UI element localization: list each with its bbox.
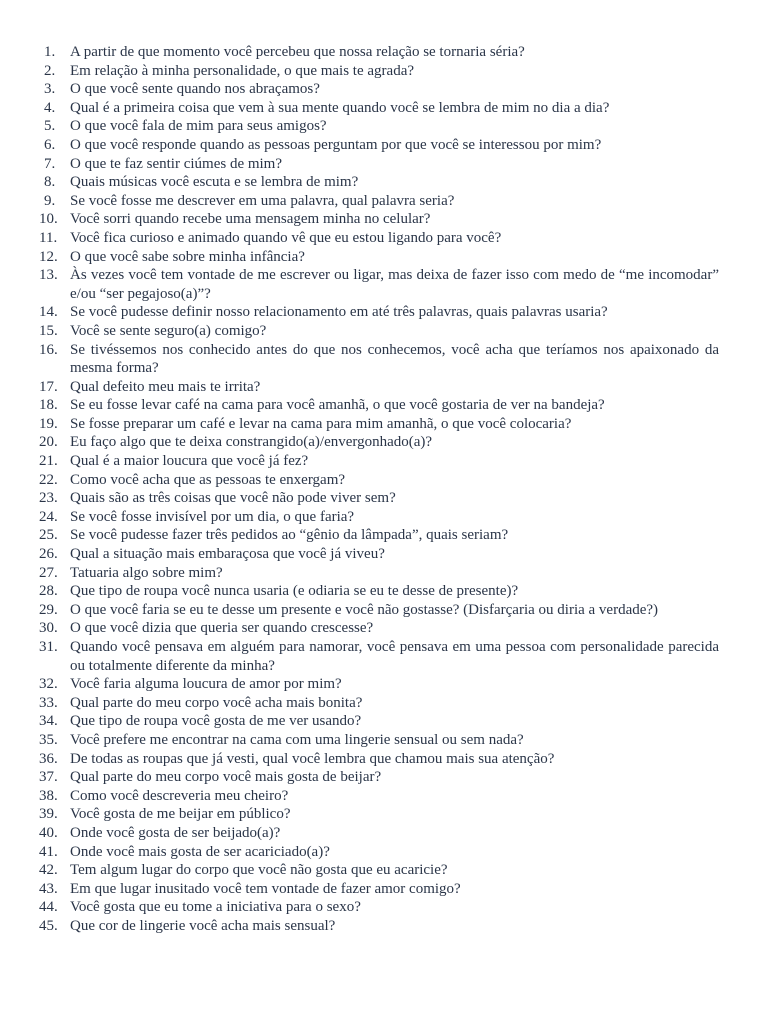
question-text: O que você responde quando as pessoas perguntam por que você se interessou por mim? — [70, 136, 602, 153]
question-item — [44, 117, 719, 136]
question-text: Que tipo de roupa você gosta de me ver usando? — [70, 713, 362, 730]
question-item — [39, 526, 719, 545]
question-item — [44, 43, 719, 62]
question-number: 33. — [39, 694, 58, 711]
question-item — [39, 601, 719, 620]
question-item — [44, 192, 719, 211]
question-item — [39, 210, 719, 229]
question-text: Onde você gosta de ser beijado(a)? — [70, 824, 281, 841]
question-text: Se fosse preparar um café e levar na cama para mim amanhã, o que você colocaria? — [70, 415, 572, 432]
question-item — [39, 861, 719, 880]
question-text: Você gosta que eu tome a iniciativa para o sexo? — [70, 899, 361, 916]
question-text: O que você dizia que queria ser quando crescesse? — [70, 620, 374, 637]
question-item — [39, 229, 719, 248]
question-number: 4. — [44, 99, 56, 116]
question-number: 27. — [39, 564, 58, 581]
question-item — [44, 173, 719, 192]
question-number: 39. — [39, 806, 58, 823]
question-item — [39, 712, 719, 731]
question-item — [39, 508, 719, 527]
question-number: 1. — [44, 44, 56, 60]
question-text: O que você sabe sobre minha infância? — [70, 248, 305, 265]
question-item — [39, 898, 719, 917]
question-item — [39, 675, 719, 694]
question-item — [39, 917, 719, 936]
question-number: 41. — [39, 843, 58, 860]
question-item — [44, 99, 719, 118]
question-number: 17. — [39, 378, 58, 395]
question-number: 29. — [39, 601, 58, 618]
question-text: Em que lugar inusitado você tem vontade de fazer amor comigo? — [70, 880, 461, 897]
question-item — [39, 452, 719, 471]
question-item — [39, 694, 719, 713]
question-list — [0, 43, 768, 936]
question-number: 14. — [39, 304, 58, 321]
question-item — [44, 155, 719, 174]
question-text: O que você faria se eu te desse um presente e você não gostasse? (Disfarçaria ou diria a verdade?) — [70, 601, 659, 618]
question-number: 2. — [44, 62, 56, 79]
question-number: 24. — [39, 508, 58, 525]
question-number: 28. — [39, 583, 58, 600]
question-text: Como você descreveria meu cheiro? — [70, 787, 289, 804]
question-number: 16. — [39, 341, 58, 358]
question-number: 9. — [44, 192, 56, 209]
question-item — [39, 731, 719, 750]
question-text: Qual parte do meu corpo você mais gosta de beijar? — [70, 769, 382, 786]
question-text: Tatuaria algo sobre mim? — [70, 564, 223, 581]
question-item — [39, 489, 719, 508]
question-number: 15. — [39, 322, 58, 339]
question-item — [39, 880, 719, 899]
question-text: Você sorri quando recebe uma mensagem minha no celular? — [70, 211, 431, 228]
question-text: Se você fosse invisível por um dia, o que faria? — [70, 508, 355, 525]
question-number: 3. — [44, 81, 56, 98]
question-number: 20. — [39, 434, 58, 451]
question-text: Eu faço algo que te deixa constrangido(a)/envergonhado(a)? — [70, 434, 433, 451]
question-number: 10. — [39, 211, 58, 228]
question-text: A partir de que momento você percebeu que nossa relação se tornaria séria? — [70, 44, 525, 60]
question-item — [39, 582, 719, 601]
question-item — [39, 638, 719, 675]
question-number: 40. — [39, 824, 58, 841]
question-item — [39, 303, 719, 322]
question-text: Qual é a primeira coisa que vem à sua mente quando você se lembra de mim no dia a dia? — [70, 99, 610, 116]
question-item — [39, 341, 719, 378]
question-number: 43. — [39, 880, 58, 897]
question-number: 26. — [39, 546, 58, 563]
question-text: O que você sente quando nos abraçamos? — [70, 81, 320, 98]
question-text: Às vezes você tem vontade de me escrever ou ligar, mas deixa de fazer isso com medo de “me incomodar” e/ou “ser pegajoso(a)”? — [70, 267, 719, 302]
question-item — [39, 805, 719, 824]
question-item — [39, 843, 719, 862]
question-number: 6. — [44, 136, 56, 153]
question-item — [39, 564, 719, 583]
question-number: 13. — [39, 267, 58, 284]
question-text: Qual é a maior loucura que você já fez? — [70, 453, 309, 470]
question-number: 25. — [39, 527, 58, 544]
question-item — [39, 433, 719, 452]
question-item — [39, 545, 719, 564]
question-item — [39, 248, 719, 267]
question-number: 8. — [44, 174, 56, 191]
question-text: Que tipo de roupa você nunca usaria (e odiaria se eu te desse de presente)? — [70, 583, 519, 600]
question-number: 30. — [39, 620, 58, 637]
question-text: Você gosta de me beijar em público? — [70, 806, 291, 823]
question-item — [39, 768, 719, 787]
question-item — [39, 619, 719, 638]
question-number: 37. — [39, 769, 58, 786]
question-item — [39, 396, 719, 415]
question-number: 42. — [39, 862, 58, 879]
question-text: Você se sente seguro(a) comigo? — [70, 322, 267, 339]
question-text: Onde você mais gosta de ser acariciado(a)? — [70, 843, 330, 860]
question-item — [44, 62, 719, 81]
question-number: 31. — [39, 639, 58, 655]
question-text: Se eu fosse levar café na cama para você amanhã, o que você gostaria de ver na bandeja? — [70, 397, 605, 414]
question-text: Você prefere me encontrar na cama com uma lingerie sensual ou sem nada? — [70, 731, 524, 748]
question-item — [39, 471, 719, 490]
question-text: Você faria alguma loucura de amor por mim? — [70, 676, 342, 693]
question-number: 5. — [44, 118, 56, 135]
question-number: 12. — [39, 248, 58, 265]
question-item — [44, 136, 719, 155]
question-item — [44, 80, 719, 99]
question-number: 35. — [39, 731, 58, 748]
question-text: Que cor de lingerie você acha mais sensual? — [70, 917, 336, 934]
question-item — [39, 750, 719, 769]
question-item — [39, 415, 719, 434]
question-number: 32. — [39, 676, 58, 693]
question-text: Se você pudesse definir nosso relacionamento em até três palavras, quais palavras usaria? — [70, 304, 608, 321]
question-text: Quais músicas você escuta e se lembra de mim? — [70, 174, 359, 191]
question-item — [39, 322, 719, 341]
question-text: Se você pudesse fazer três pedidos ao “gênio da lâmpada”, quais seriam? — [70, 527, 509, 544]
question-text: Qual defeito meu mais te irrita? — [70, 378, 261, 395]
question-text: Como você acha que as pessoas te enxergam? — [70, 471, 346, 488]
question-text: Tem algum lugar do corpo que você não gosta que eu acaricie? — [70, 862, 448, 879]
question-item — [39, 824, 719, 843]
question-text: Se tivéssemos nos conhecido antes do que nos conhecemos, você acha que teríamos nos apaixonado da mesma forma? — [70, 341, 719, 377]
question-number: 34. — [39, 713, 58, 730]
question-number: 45. — [39, 917, 58, 934]
question-number: 19. — [39, 415, 58, 432]
question-item — [39, 378, 719, 397]
question-number: 38. — [39, 787, 58, 804]
question-number: 36. — [39, 750, 58, 767]
question-number: 22. — [39, 471, 58, 488]
question-number: 18. — [39, 397, 58, 414]
document-page — [0, 43, 768, 936]
question-number: 7. — [44, 155, 56, 172]
question-text: Qual parte do meu corpo você acha mais bonita? — [70, 694, 363, 711]
question-item — [39, 266, 719, 303]
question-number: 44. — [39, 899, 58, 916]
question-text: Quais são as três coisas que você não pode viver sem? — [70, 490, 396, 507]
question-number: 23. — [39, 490, 58, 507]
question-text: Quando você pensava em alguém para namorar, você pensava em uma pessoa com personalidade parecida ou totalmente diferente da minha? — [70, 639, 719, 674]
question-item — [39, 787, 719, 806]
question-number: 11. — [39, 229, 58, 246]
question-text: O que você fala de mim para seus amigos? — [70, 118, 327, 135]
question-text: Você fica curioso e animado quando vê que eu estou ligando para você? — [70, 229, 502, 246]
question-text: Qual a situação mais embaraçosa que você já viveu? — [70, 546, 385, 563]
question-number: 21. — [39, 453, 58, 470]
question-text: Se você fosse me descrever em uma palavra, qual palavra seria? — [70, 192, 455, 209]
question-text: Em relação à minha personalidade, o que mais te agrada? — [70, 62, 415, 79]
question-text: O que te faz sentir ciúmes de mim? — [70, 155, 283, 172]
question-text: De todas as roupas que já vesti, qual você lembra que chamou mais sua atenção? — [70, 750, 555, 767]
